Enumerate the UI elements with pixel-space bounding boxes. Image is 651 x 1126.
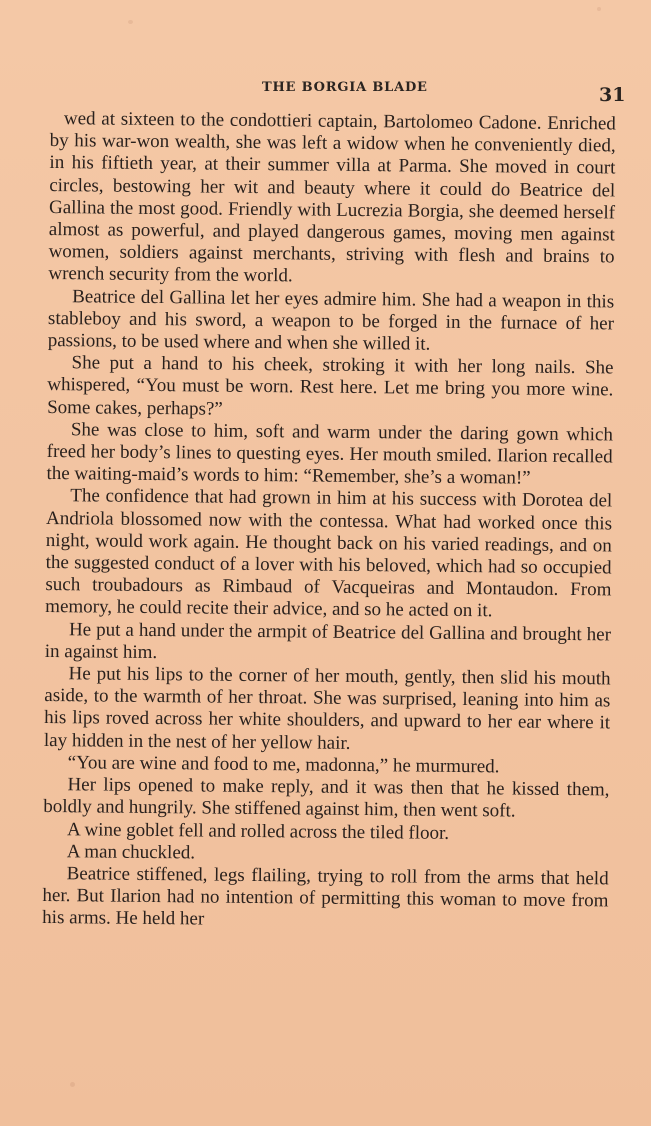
paragraph: Beatrice del Gallina let her eyes admire him. She had a weapon in this stableboy and his sword, a weapon to be forged in the furnace of her passions, to be used where and when she willed it. <box>47 285 615 355</box>
paragraph: Beatrice stiffened, legs flailing, trying to roll from the arms that held her. But Ilarion had no intention of permitting this woman to move from his arms. He held her <box>42 863 609 930</box>
paper-spot <box>597 7 601 11</box>
paragraph: The confidence that had grown in him at his success with Dorotea del Andriola blossomed now with the contessa. What had worked once this night, would work again. He thought back on his varied readings, and on the suggested conduct of a lover with his beloved, which had so occupied such troubadours as Rimbaud of Vacqueiras and Montaudon. From memory, he could recite their advice, and so he acted on it. <box>45 485 613 622</box>
paragraph: “You are wine and food to me, madonna,” he murmured. <box>67 752 500 778</box>
page-number: 31 <box>599 84 626 106</box>
paragraph: Her lips opened to make reply, and it was then that he kissed them, boldly and hungrily. She stiffened against him, then went soft. <box>43 774 610 822</box>
paper-spot <box>70 1082 75 1087</box>
running-head: THE BORGIA BLADE <box>262 80 428 95</box>
paragraph: He put a hand under the armpit of Beatrice del Gallina and brought her in against him. <box>44 618 612 663</box>
paragraph: A man chuckled. <box>66 840 196 864</box>
paragraph: He put his lips to the corner of her mouth, gently, then slid his mouth aside, to the warmth of her throat. She was surprised, leaning into him as his lips roved across her white shoulders, and upward to her ear where it lay hidden in the nest of her yellow hair. <box>43 663 611 754</box>
paragraph: wed at sixteen to the condottieri captain, Bartolomeo Cadone. Enriched by his war-won wealth, she was left a widow when he conveniently died, in his fiftieth year, at their summer villa at Parma. She moved in court circles, bestowing her wit and beauty where it could do Beatrice del Gallina the most good. Friendly with Lucrezia Borgia, she deemed herself almost as powerful, and played dangerous games, moving men against women, soldiers against merchants, striving with flesh and brains to wrench security from the world. <box>48 108 616 287</box>
body-text <box>42 108 616 935</box>
paper-spot <box>128 20 133 24</box>
paragraph: She was close to him, soft and warm under the daring gown which freed her body’s lines to questing eyes. Her mouth smiled. Ilarion recalled the waiting-maid’s words to him: “Remember, she’s a woman!” <box>46 419 613 489</box>
paragraph: A wine goblet fell and rolled across the tiled floor. <box>66 818 450 844</box>
paragraph: She put a hand to his cheek, stroking it with her long nails. She whispered, “You must be worn. Rest here. Let me bring you more wine. Some cakes, perhaps?” <box>47 352 614 420</box>
